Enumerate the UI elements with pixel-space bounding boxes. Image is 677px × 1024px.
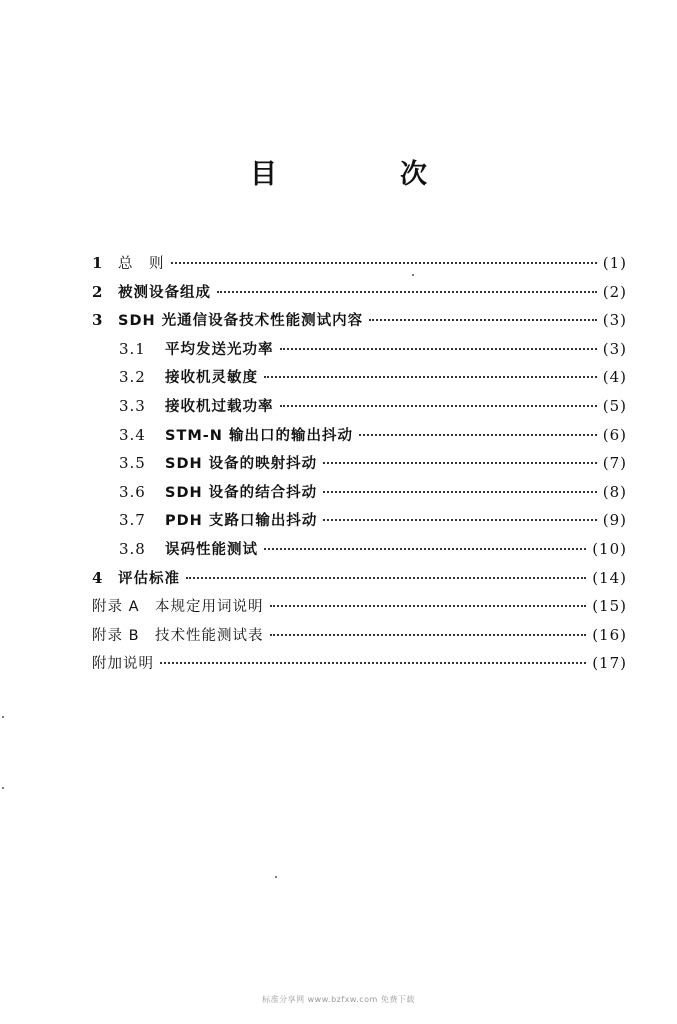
toc-entry-title: 附加说明 (92, 656, 154, 673)
toc-entry-page: (4) (602, 368, 627, 387)
toc-entry-page: (3) (602, 311, 627, 330)
toc-entry-number: 3.8 (119, 539, 146, 558)
toc-entry-number: 3.1 (119, 339, 146, 358)
toc-entry-page: (16) (592, 625, 627, 644)
scan-speck (412, 274, 414, 276)
toc-entry-title: 接收机过载功率 (165, 398, 274, 415)
toc-entry-3-8[interactable] (92, 535, 627, 564)
toc-entry-number: 3.7 (119, 511, 146, 530)
toc-leader-dots (264, 547, 586, 550)
toc-entry-title: 附录 A 本规定用词说明 (92, 599, 264, 616)
toc-entry-page: (8) (602, 482, 627, 501)
toc-entry-title: SDH 设备的映射抖动 (165, 456, 318, 473)
toc-entry-3-7[interactable] (92, 506, 627, 535)
toc-entry-page: (6) (602, 425, 627, 444)
toc-leader-dots (264, 375, 597, 378)
toc-entry-page: (7) (602, 454, 627, 473)
toc-leader-dots (323, 461, 597, 464)
table-of-contents (92, 249, 627, 678)
toc-entry-page: (10) (592, 539, 627, 558)
toc-entry-page: (1) (602, 254, 627, 272)
toc-entry-number: 4 (92, 568, 103, 587)
toc-entry-title: 总 则 (118, 256, 165, 272)
toc-entry-title: STM-N 输出口的输出抖动 (165, 427, 353, 444)
scan-speck (2, 716, 4, 718)
toc-entry-3-3[interactable] (92, 392, 627, 421)
toc-entry-title: 平均发送光功率 (165, 341, 274, 358)
toc-entry-title: 附录 B 技术性能测试表 (92, 627, 264, 644)
toc-leader-dots (280, 404, 597, 407)
toc-leader-dots (280, 347, 597, 350)
toc-entry-title: 评估标准 (118, 570, 180, 587)
toc-leader-dots (217, 290, 597, 293)
toc-leader-dots (323, 490, 597, 493)
toc-entry-additional-notes[interactable] (92, 649, 627, 678)
toc-leader-dots (160, 661, 586, 664)
toc-entry-number: 3.6 (119, 482, 146, 501)
toc-entry-number: 2 (92, 282, 103, 301)
toc-entry-number: 1 (92, 254, 103, 272)
toc-entry-title: 被测设备组成 (118, 284, 211, 301)
toc-entry-2[interactable] (92, 278, 627, 307)
toc-entry-title: 接收机灵敏度 (165, 370, 258, 387)
toc-entry-title: PDH 支路口输出抖动 (165, 513, 318, 530)
toc-entry-page: (15) (592, 597, 627, 616)
toc-entry-number: 3.3 (119, 396, 146, 415)
footer-watermark: 标准分享网 www.bzfxw.com 免费下载 (262, 995, 415, 1004)
toc-entry-3-2[interactable] (92, 363, 627, 392)
toc-leader-dots (186, 576, 586, 579)
page-title: 目 次 (250, 159, 475, 190)
toc-entry-number: 3.4 (119, 425, 146, 444)
toc-leader-dots (369, 318, 597, 321)
toc-leader-dots (359, 433, 597, 436)
toc-entry-page: (17) (592, 654, 627, 673)
toc-entry-page: (9) (602, 511, 627, 530)
toc-entry-3-6[interactable] (92, 478, 627, 507)
toc-leader-dots (171, 261, 597, 264)
toc-entry-1[interactable] (92, 249, 627, 278)
toc-entry-4[interactable] (92, 564, 627, 593)
toc-entry-3-1[interactable] (92, 335, 627, 364)
toc-entry-number: 3.2 (119, 368, 146, 387)
toc-entry-page: (3) (602, 339, 627, 358)
toc-leader-dots (270, 633, 587, 636)
toc-entry-title: SDH 光通信设备技术性能测试内容 (118, 313, 364, 330)
toc-leader-dots (270, 604, 587, 607)
toc-entry-title: SDH 设备的结合抖动 (165, 484, 318, 501)
toc-entry-3[interactable] (92, 306, 627, 335)
toc-entry-appendix-a[interactable] (92, 592, 627, 621)
toc-entry-appendix-b[interactable] (92, 621, 627, 650)
scan-speck (275, 876, 277, 878)
toc-entry-3-4[interactable] (92, 421, 627, 450)
toc-entry-page: (14) (592, 568, 627, 587)
toc-entry-number: 3 (92, 311, 103, 330)
toc-leader-dots (323, 518, 596, 521)
toc-entry-page: (5) (602, 396, 627, 415)
toc-entry-title: 误码性能测试 (165, 541, 258, 558)
toc-entry-3-5[interactable] (92, 449, 627, 478)
toc-entry-page: (2) (602, 282, 627, 301)
scan-speck (2, 787, 4, 789)
toc-entry-number: 3.5 (119, 454, 146, 473)
